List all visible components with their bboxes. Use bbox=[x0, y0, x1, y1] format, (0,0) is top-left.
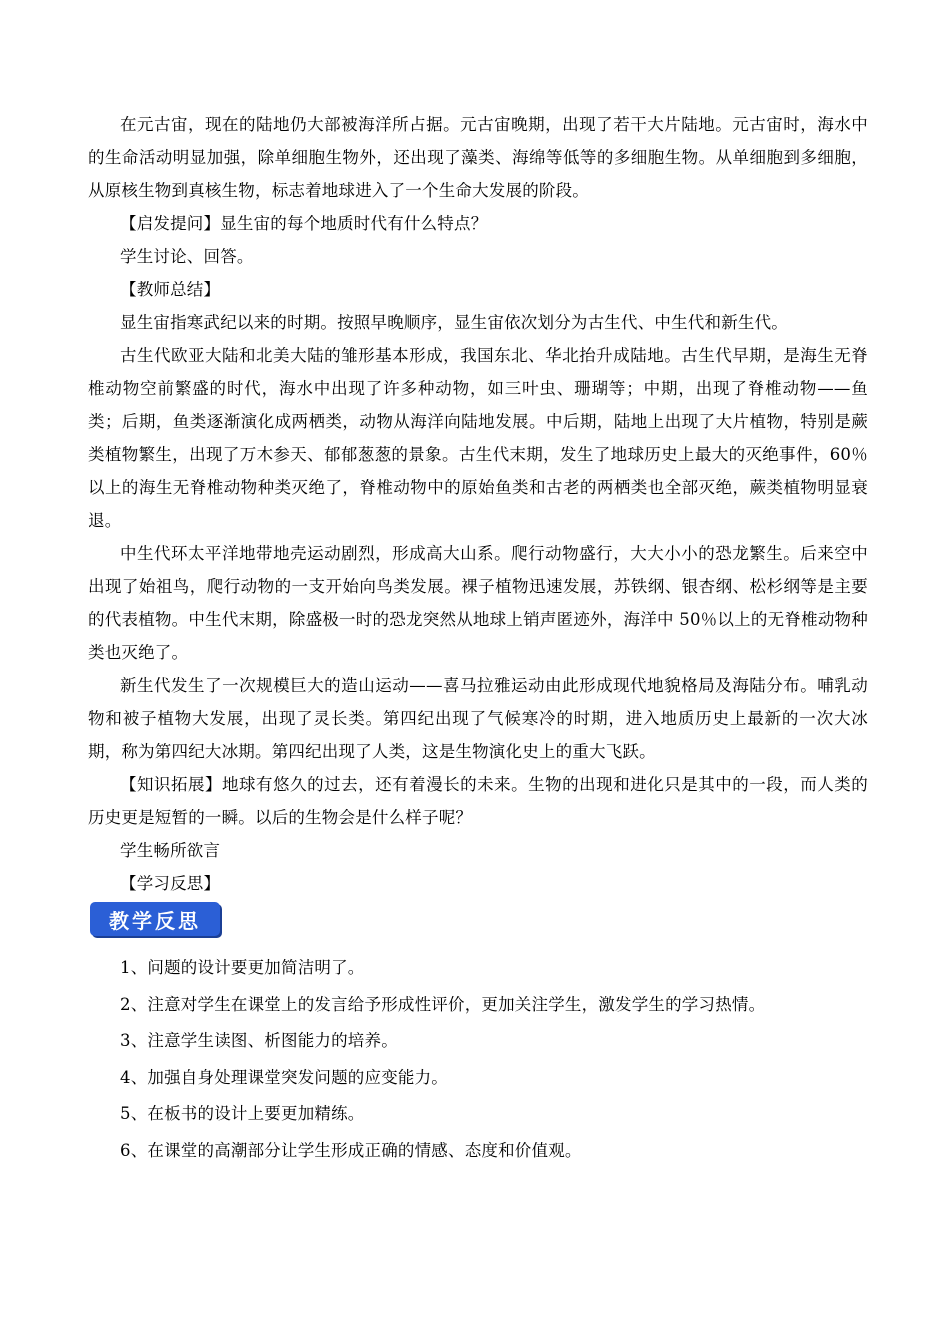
paragraph-proterozoic: 在元古宙，现在的陆地仍大部被海洋所占据。元古宙晚期，出现了若干大片陆地。元古宙时，海水中的生命活动明显加强，除单细胞生物外，还出现了藻类、海绵等低等的多细胞生物。从单细胞到多细胞，从原核生物到真核生物，标志着地球进入了一个生命大发展的阶段。 bbox=[88, 115, 868, 200]
paragraph-cenozoic: 新生代发生了一次规模巨大的造山运动——喜马拉雅运动由此形成现代地貌格局及海陆分布。哺乳动物和被子植物大发展，出现了灵长类。第四纪出现了气候寒冷的时期，进入地质历史上最新的一次大冰期，称为第四纪大冰期。第四纪出现了人类，这是生物演化史上的重大飞跃。 bbox=[88, 676, 868, 761]
list-item: 5、在板书的设计上要更加精练。 bbox=[120, 1104, 365, 1123]
paragraph-reflection-heading: 【学习反思】 bbox=[120, 874, 221, 893]
reflection-list bbox=[88, 950, 868, 1169]
list-item: 1、问题的设计要更加简洁明了。 bbox=[120, 958, 365, 977]
paragraph-teacher-summary-heading: 【教师总结】 bbox=[120, 280, 221, 299]
section-banner-wrap bbox=[88, 902, 868, 950]
teaching-reflection-banner: 教学反思 bbox=[90, 902, 220, 936]
paragraph-phanerozoic: 显生宙指寒武纪以来的时期。按照早晚顺序，显生宙依次划分为古生代、中生代和新生代。 bbox=[120, 313, 788, 332]
paragraph-student-speak: 学生畅所欲言 bbox=[120, 841, 221, 860]
list-item: 2、注意对学生在课堂上的发言给予形成性评价，更加关注学生，激发学生的学习热情。 bbox=[120, 994, 766, 1014]
paragraph-paleozoic: 古生代欧亚大陆和北美大陆的雏形基本形成，我国东北、华北抬升成陆地。古生代早期，是海生无脊椎动物空前繁盛的时代，海水中出现了许多种动物，如三叶虫、珊瑚等；中期，出现了脊椎动物——鱼类；后期，鱼类逐渐演化成两栖类，动物从海洋向陆地发展。中后期，陆地上出现了大片植物，特别是蕨类植物繁生，出现了万木参天、郁郁葱葱的景象。古生代末期，发生了地球历史上最大的灭绝事件，60％以上的海生无脊椎动物种类灭绝了，脊椎动物中的原始鱼类和古老的两栖类也全部灭绝，蕨类植物明显衰退。 bbox=[88, 346, 868, 530]
paragraph-knowledge-extension: 【知识拓展】地球有悠久的过去，还有着漫长的未来。生物的出现和进化只是其中的一段，而人类的历史更是短暂的一瞬。以后的生物会是什么样子呢？ bbox=[88, 775, 868, 827]
list-item: 4、加强自身处理课堂突发问题的应变能力。 bbox=[120, 1067, 448, 1087]
paragraph-mesozoic: 中生代环太平洋地带地壳运动剧烈，形成高大山系。爬行动物盛行，大大小小的恐龙繁生。后来空中出现了始祖鸟，爬行动物的一支开始向鸟类发展。裸子植物迅速发展，苏铁纲、银杏纲、松杉纲等是主要的代表植物。中生代末期，除盛极一时的恐龙突然从地球上销声匿迹外，海洋中 50％以上的无脊椎动物种类也灭绝了。 bbox=[88, 544, 868, 662]
list-item: 3、注意学生读图、析图能力的培养。 bbox=[120, 1031, 398, 1050]
list-item: 6、在课堂的高潮部分让学生形成正确的情感、态度和价值观。 bbox=[120, 1140, 582, 1160]
paragraph-discussion: 学生讨论、回答。 bbox=[120, 247, 254, 266]
paragraph-question: 【启发提问】显生宙的每个地质时代有什么特点？ bbox=[120, 214, 488, 233]
document-page bbox=[88, 108, 868, 1169]
